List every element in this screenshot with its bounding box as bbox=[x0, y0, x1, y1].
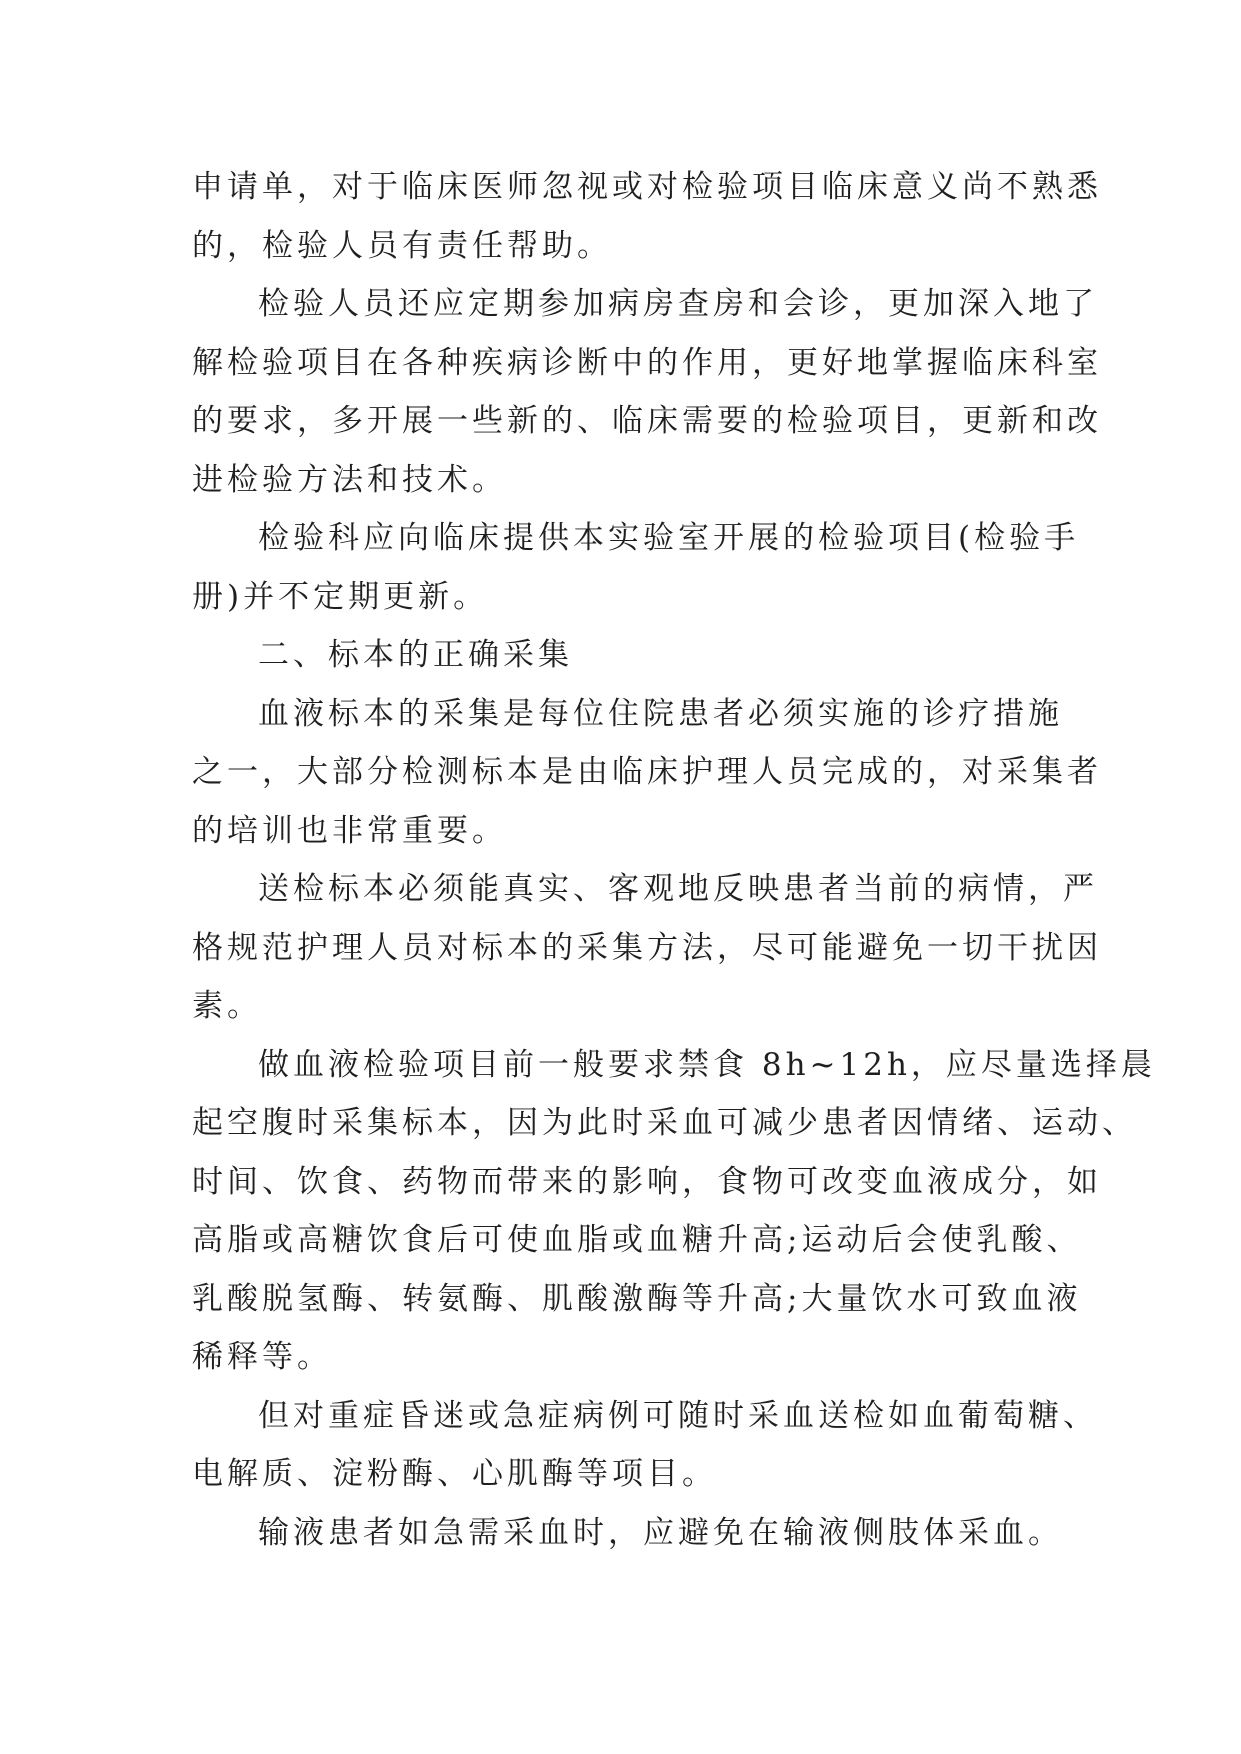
document-body bbox=[192, 158, 1156, 1562]
paragraph-7 bbox=[192, 1036, 1156, 1387]
text-line: 送检标本必须能真实、客观地反映患者当前的病情，严 bbox=[258, 871, 1098, 907]
text-line: 申请单，对于临床医师忽视或对检验项目临床意义尚不熟悉 bbox=[192, 169, 1102, 205]
text-line: 的，检验人员有责任帮助。 bbox=[192, 227, 612, 264]
paragraph-2 bbox=[192, 275, 1102, 509]
text-line: 的要求，多开展一些新的、临床需要的检验项目，更新和改 bbox=[192, 403, 1102, 439]
text-line: 时间、饮食、药物而带来的影响，食物可改变血液成分，如 bbox=[192, 1163, 1102, 1200]
text-line: 高脂或高糖饮食后可使血脂或血糖升高;运动后会使乳酸、 bbox=[192, 1222, 1082, 1258]
paragraph-8 bbox=[192, 1387, 1098, 1504]
text-line: 之一，大部分检测标本是由临床护理人员完成的，对采集者 bbox=[192, 754, 1102, 790]
text-line: 素。 bbox=[192, 988, 262, 1024]
heading-line: 二、标本的正确采集 bbox=[258, 637, 573, 673]
text-line: 做血液检验项目前一般要求禁食 8h~12h，应尽量选择晨 bbox=[258, 1046, 1156, 1083]
text-line: 稀释等。 bbox=[192, 1339, 332, 1375]
text-line: 检验科应向临床提供本实验室开展的检验项目(检验手 bbox=[258, 520, 1080, 556]
paragraph-5 bbox=[192, 685, 1102, 861]
text-line: 册)并不定期更新。 bbox=[192, 578, 489, 615]
text-line: 但对重症昏迷或急症病例可随时采血送检如血葡萄糖、 bbox=[258, 1397, 1098, 1434]
paragraph-1 bbox=[192, 158, 1102, 275]
section-heading bbox=[192, 626, 1072, 685]
text-line: 血液标本的采集是每位住院患者必须实施的诊疗措施 bbox=[258, 695, 1063, 732]
paragraph-6 bbox=[192, 860, 1102, 1036]
text-line: 检验人员还应定期参加病房查房和会诊，更加深入地了 bbox=[258, 286, 1098, 322]
text-line: 起空腹时采集标本，因为此时采血可减少患者因情绪、运动、 bbox=[192, 1105, 1137, 1141]
text-line: 解检验项目在各种疾病诊断中的作用，更好地掌握临床科室 bbox=[192, 344, 1102, 381]
paragraph-9 bbox=[192, 1504, 1072, 1563]
text-line: 进检验方法和技术。 bbox=[192, 461, 507, 498]
text-line: 格规范护理人员对标本的采集方法，尽可能避免一切干扰因 bbox=[192, 929, 1102, 966]
text-line: 输液患者如急需采血时，应避免在输液侧肢体采血。 bbox=[258, 1514, 1063, 1551]
paragraph-3 bbox=[192, 509, 1080, 626]
text-line: 电解质、淀粉酶、心肌酶等项目。 bbox=[192, 1456, 717, 1492]
text-line: 乳酸脱氢酶、转氨酶、肌酸激酶等升高;大量饮水可致血液 bbox=[192, 1280, 1082, 1317]
text-line: 的培训也非常重要。 bbox=[192, 812, 507, 849]
